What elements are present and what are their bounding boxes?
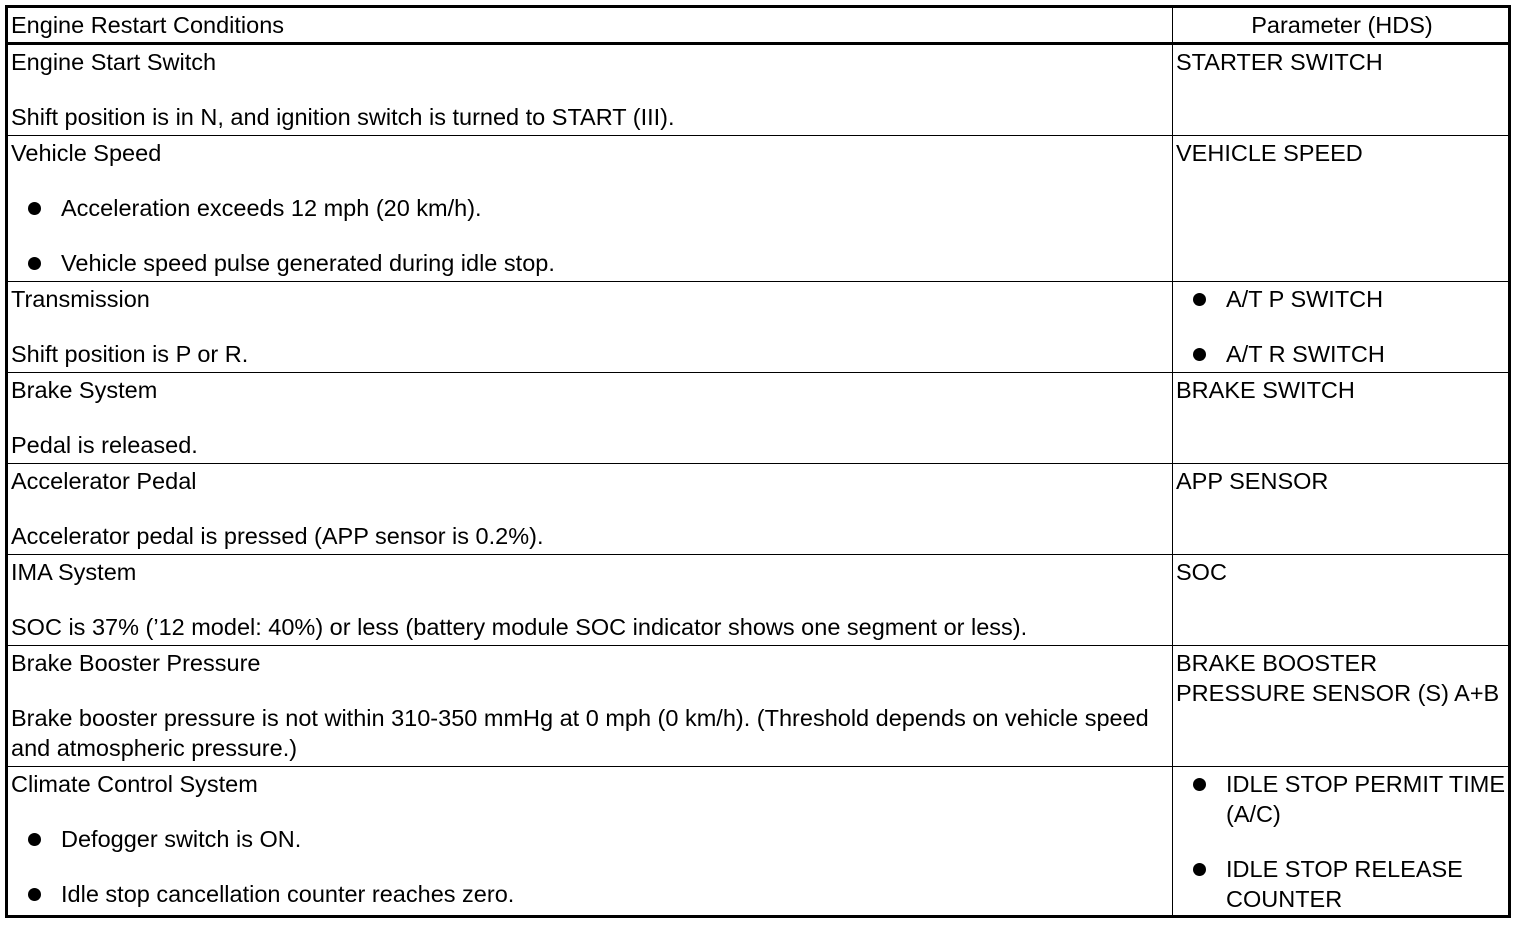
condition-description: Shift position is P or R.	[11, 341, 249, 367]
condition-cell	[7, 136, 1173, 282]
table-row	[7, 555, 1510, 646]
bullet-icon	[1193, 778, 1206, 791]
parameter-bullet-list	[1176, 284, 1508, 369]
parameter-cell	[1173, 373, 1510, 464]
parameter-cell	[1173, 767, 1510, 917]
condition-cell	[7, 44, 1173, 136]
bullet-icon	[28, 833, 41, 846]
list-item	[11, 879, 1172, 909]
parameter-cell	[1173, 464, 1510, 555]
condition-title: Accelerator Pedal	[11, 468, 197, 494]
parameter-cell	[1173, 136, 1510, 282]
parameter-value: APP SENSOR	[1176, 468, 1329, 494]
parameter-cell	[1173, 44, 1510, 136]
parameter-cell	[1173, 555, 1510, 646]
condition-title: Engine Start Switch	[11, 49, 217, 75]
parameter-value: STARTER SWITCH	[1176, 49, 1383, 75]
table-row	[7, 373, 1510, 464]
condition-description: Shift position is in N, and ignition switch is turned to START (III).	[11, 104, 675, 130]
condition-cell	[7, 646, 1173, 767]
list-item	[1176, 339, 1508, 369]
bullet-icon	[1193, 348, 1206, 361]
conditions-column-header: Engine Restart Conditions	[7, 7, 1173, 44]
condition-cell	[7, 373, 1173, 464]
condition-cell	[7, 464, 1173, 555]
table-row	[7, 44, 1510, 136]
parameter-column-header: Parameter (HDS)	[1173, 7, 1510, 44]
parameter-cell	[1173, 646, 1510, 767]
parameter-cell	[1173, 282, 1510, 373]
list-item	[11, 824, 1172, 854]
parameter-value: BRAKE BOOSTER PRESSURE SENSOR (S) A+B	[1176, 650, 1500, 706]
bullet-text: A/T P SWITCH	[1226, 286, 1384, 312]
condition-bullet-list	[11, 193, 1172, 278]
table-row	[7, 282, 1510, 373]
bullet-icon	[1193, 293, 1206, 306]
condition-title: Climate Control System	[11, 771, 258, 797]
list-item	[1176, 769, 1508, 829]
bullet-icon	[28, 202, 41, 215]
bullet-icon	[1193, 863, 1206, 876]
condition-title: Brake Booster Pressure	[11, 650, 261, 676]
bullet-text: Defogger switch is ON.	[61, 826, 302, 852]
condition-title: Transmission	[11, 286, 150, 312]
bullet-text: IDLE STOP RELEASE COUNTER	[1226, 856, 1463, 912]
condition-cell	[7, 282, 1173, 373]
condition-title: Vehicle Speed	[11, 140, 162, 166]
bullet-text: IDLE STOP PERMIT TIME (A/C)	[1226, 771, 1506, 827]
table-row	[7, 464, 1510, 555]
condition-cell	[7, 555, 1173, 646]
condition-description: SOC is 37% (’12 model: 40%) or less (battery module SOC indicator shows one segment or less).	[11, 614, 1028, 640]
bullet-text: Vehicle speed pulse generated during idle stop.	[61, 250, 555, 276]
table-row	[7, 646, 1510, 767]
bullet-text: Idle stop cancellation counter reaches zero.	[61, 881, 515, 907]
list-item	[11, 248, 1172, 278]
engine-restart-conditions-table	[5, 5, 1511, 918]
condition-description: Pedal is released.	[11, 432, 198, 458]
table-row	[7, 136, 1510, 282]
parameter-value: SOC	[1176, 559, 1227, 585]
list-item	[1176, 854, 1508, 914]
parameter-value: BRAKE SWITCH	[1176, 377, 1355, 403]
parameter-bullet-list	[1176, 769, 1508, 914]
condition-bullet-list	[11, 824, 1172, 909]
condition-title: IMA System	[11, 559, 137, 585]
condition-cell	[7, 767, 1173, 917]
condition-title: Brake System	[11, 377, 158, 403]
table-row	[7, 767, 1510, 917]
bullet-icon	[28, 257, 41, 270]
condition-description: Brake booster pressure is not within 310-350 mmHg at 0 mph (0 km/h). (Threshold depends on vehicle speed and atmospheric pressure.)	[11, 705, 1149, 761]
parameter-value: VEHICLE SPEED	[1176, 140, 1363, 166]
bullet-text: Acceleration exceeds 12 mph (20 km/h).	[61, 195, 482, 221]
bullet-text: A/T R SWITCH	[1226, 341, 1385, 367]
bullet-icon	[28, 888, 41, 901]
list-item	[1176, 284, 1508, 314]
table-header-row	[7, 7, 1510, 44]
list-item	[11, 193, 1172, 223]
condition-description: Accelerator pedal is pressed (APP sensor is 0.2%).	[11, 523, 544, 549]
